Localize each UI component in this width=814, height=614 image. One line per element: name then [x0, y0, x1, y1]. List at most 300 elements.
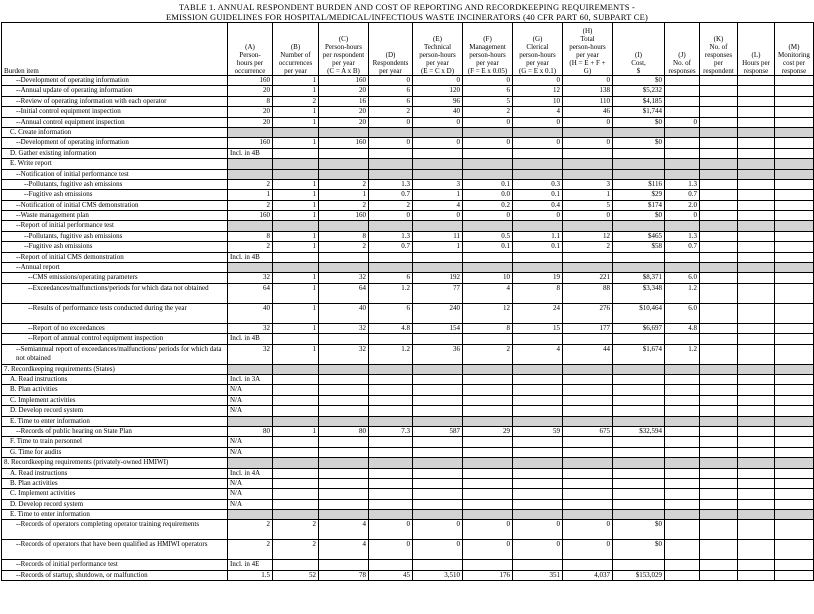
table-cell: 4 — [463, 283, 513, 303]
table-cell: 0 — [463, 540, 513, 560]
table-cell: $0 — [613, 138, 665, 148]
table-cell: 1 — [273, 426, 319, 436]
table-cell — [700, 478, 738, 488]
table-cell: 160 — [319, 138, 369, 148]
table-cell: 5 — [463, 96, 513, 106]
table-cell — [738, 263, 775, 273]
table-cell — [775, 468, 814, 478]
table-cell: 1.2 — [665, 283, 700, 303]
table-cell: 1 — [273, 138, 319, 148]
table-cell — [613, 458, 665, 468]
table-cell — [228, 416, 273, 426]
table-cell: 24 — [513, 303, 563, 323]
table-cell: 0.0 — [463, 190, 513, 200]
table-cell — [613, 416, 665, 426]
table-cell — [738, 138, 775, 148]
table-cell — [613, 127, 665, 137]
table-cell: 7.3 — [369, 426, 413, 436]
table-cell — [413, 159, 463, 169]
table-cell: 240 — [413, 303, 463, 323]
burden-item-label: E. Time to enter information — [2, 416, 228, 426]
table-cell: 0.7 — [665, 190, 700, 200]
table-cell: $174 — [613, 200, 665, 210]
table-cell — [738, 540, 775, 560]
burden-item-label: --Records of public hearing on State Plan — [2, 426, 228, 436]
table-row — [2, 263, 814, 273]
burden-item-label: --Initial control equipment inspection — [2, 107, 228, 117]
table-cell — [369, 437, 413, 447]
table-cell: 2.0 — [665, 200, 700, 210]
table-row — [2, 273, 814, 283]
table-cell — [738, 510, 775, 520]
table-cell: 0 — [413, 520, 463, 540]
table-cell — [665, 426, 700, 436]
table-cell — [665, 510, 700, 520]
table-cell — [563, 221, 613, 231]
table-cell — [775, 211, 814, 221]
burden-item-label: 7. Recordkeeping requirements (States) — [2, 364, 228, 374]
table-row — [2, 221, 814, 231]
table-cell — [665, 489, 700, 499]
table-cell — [613, 447, 665, 457]
burden-item-label: C. Create information — [2, 127, 228, 137]
table-cell: 2 — [273, 96, 319, 106]
table-cell — [700, 426, 738, 436]
table-cell — [369, 334, 413, 344]
table-cell: 44 — [563, 344, 613, 364]
burden-item-label: --Exceedances/malfunctions/periods for which data not obtained — [2, 283, 228, 303]
table-cell — [665, 560, 700, 570]
table-row — [2, 364, 814, 374]
table-cell: 0.1 — [513, 242, 563, 252]
table-cell: N/A — [228, 499, 273, 509]
table-cell: 3 — [413, 179, 463, 189]
table-cell: 12 — [563, 231, 613, 241]
table-cell — [513, 489, 563, 499]
table-cell — [273, 263, 319, 273]
table-cell — [700, 437, 738, 447]
table-cell — [665, 447, 700, 457]
table-cell — [775, 510, 814, 520]
table-cell — [700, 374, 738, 384]
table-body — [2, 76, 814, 581]
table-cell — [463, 416, 513, 426]
table-row — [2, 458, 814, 468]
table-row — [2, 374, 814, 384]
table-cell: 0 — [513, 117, 563, 127]
burden-item-label: --Development of operating information — [2, 76, 228, 86]
table-cell: 1 — [273, 231, 319, 241]
table-cell: 1 — [319, 190, 369, 200]
table-cell — [700, 96, 738, 106]
table-cell — [700, 540, 738, 560]
table-cell: 1 — [273, 117, 319, 127]
table-cell — [319, 560, 369, 570]
table-cell — [463, 221, 513, 231]
table-cell: 6 — [369, 86, 413, 96]
table-cell — [738, 179, 775, 189]
table-cell — [738, 374, 775, 384]
table-row — [2, 169, 814, 179]
table-cell — [319, 478, 369, 488]
table-cell — [775, 447, 814, 457]
table-cell: 6 — [463, 86, 513, 96]
table-cell — [319, 334, 369, 344]
table-cell: 154 — [413, 323, 463, 333]
table-cell: N/A — [228, 395, 273, 405]
table-cell — [319, 489, 369, 499]
table-cell: 32 — [228, 323, 273, 333]
table-cell: 6 — [369, 96, 413, 106]
table-cell: 4.8 — [665, 323, 700, 333]
table-cell — [700, 273, 738, 283]
burden-item-label: --Report of no exceedances — [2, 323, 228, 333]
table-cell — [700, 560, 738, 570]
table-cell: 0.4 — [513, 200, 563, 210]
table-cell — [700, 221, 738, 231]
table-cell — [738, 127, 775, 137]
table-cell — [273, 169, 319, 179]
table-cell — [319, 395, 369, 405]
table-cell — [273, 489, 319, 499]
table-cell — [775, 560, 814, 570]
table-cell — [738, 560, 775, 570]
table-cell — [700, 447, 738, 457]
table-cell: 221 — [563, 273, 613, 283]
table-cell — [613, 406, 665, 416]
table-cell — [413, 263, 463, 273]
table-cell — [700, 179, 738, 189]
table-cell: 10 — [463, 273, 513, 283]
table-cell — [513, 221, 563, 231]
table-cell — [319, 416, 369, 426]
table-cell — [228, 510, 273, 520]
table-row — [2, 200, 814, 210]
table-cell — [413, 395, 463, 405]
table-cell: 0 — [463, 211, 513, 221]
burden-item-label: --Report of initial CMS demonstration — [2, 252, 228, 262]
table-cell — [369, 374, 413, 384]
table-cell: 1 — [273, 242, 319, 252]
table-cell — [319, 169, 369, 179]
table-cell — [273, 510, 319, 520]
table-cell — [463, 263, 513, 273]
table-cell — [613, 478, 665, 488]
table-cell: 160 — [319, 76, 369, 86]
table-cell: 29 — [463, 426, 513, 436]
table-cell: 0 — [563, 76, 613, 86]
table-cell — [738, 520, 775, 540]
table-cell: 40 — [413, 107, 463, 117]
table-cell — [665, 416, 700, 426]
table-row — [2, 510, 814, 520]
table-cell: 19 — [513, 273, 563, 283]
table-row — [2, 159, 814, 169]
table-cell — [413, 437, 463, 447]
table-cell — [775, 179, 814, 189]
table-cell: 0 — [369, 211, 413, 221]
burden-item-label: C. Implement activities — [2, 395, 228, 405]
table-cell — [613, 169, 665, 179]
table-cell: 20 — [319, 86, 369, 96]
table-cell — [513, 169, 563, 179]
table-cell — [369, 169, 413, 179]
burden-item-label: --Waste management plan — [2, 211, 228, 221]
table-cell — [273, 499, 319, 509]
table-cell — [463, 148, 513, 158]
table-cell — [700, 303, 738, 323]
table-cell — [665, 221, 700, 231]
table-cell — [369, 127, 413, 137]
table-cell — [513, 148, 563, 158]
burden-item-label: --CMS emissions/operating parameters — [2, 273, 228, 283]
table-cell — [775, 273, 814, 283]
table-row — [2, 478, 814, 488]
table-cell — [775, 478, 814, 488]
table-cell — [513, 406, 563, 416]
table-cell — [413, 510, 463, 520]
table-cell — [738, 169, 775, 179]
table-cell: 0.5 — [463, 231, 513, 241]
table-cell — [273, 447, 319, 457]
table-cell: 8 — [513, 283, 563, 303]
table-cell — [775, 107, 814, 117]
table-cell — [413, 560, 463, 570]
table-cell — [775, 334, 814, 344]
table-cell: 0.3 — [513, 179, 563, 189]
table-cell — [463, 159, 513, 169]
table-cell — [738, 231, 775, 241]
table-cell — [775, 489, 814, 499]
table-cell — [700, 344, 738, 364]
table-cell — [563, 560, 613, 570]
table-cell — [563, 510, 613, 520]
table-cell — [665, 169, 700, 179]
table-row — [2, 96, 814, 106]
table-cell — [413, 334, 463, 344]
table-cell — [665, 540, 700, 560]
table-row — [2, 117, 814, 127]
table-cell — [513, 437, 563, 447]
column-header: (D) Respondents per year — [369, 23, 413, 76]
table-cell: 2 — [463, 344, 513, 364]
table-cell: 64 — [319, 283, 369, 303]
table-cell: 1 — [273, 283, 319, 303]
table-cell: 0 — [563, 540, 613, 560]
table-cell — [413, 499, 463, 509]
table-cell — [613, 468, 665, 478]
burden-item-label: --Records of initial performance test — [2, 560, 228, 570]
burden-item-label: --Notification of initial performance test — [2, 169, 228, 179]
table-cell: 8 — [228, 231, 273, 241]
table-cell — [613, 385, 665, 395]
table-cell: 0 — [665, 211, 700, 221]
burden-item-label: --Review of operating information with each operator — [2, 96, 228, 106]
table-cell — [273, 385, 319, 395]
column-header: (C) Person-hours per respondent per year (C = A x B) — [319, 23, 369, 76]
column-header: (J) No. of responses — [665, 23, 700, 76]
table-cell: 1 — [413, 242, 463, 252]
table-cell — [319, 127, 369, 137]
table-cell — [413, 468, 463, 478]
burden-item-label: --Fugitive ash emissions — [2, 190, 228, 200]
burden-item-label: --Results of performance tests conducted during the year — [2, 303, 228, 323]
table-cell — [700, 334, 738, 344]
column-header: (A) Person- hours per occurrence — [228, 23, 273, 76]
table-cell: 0.7 — [369, 190, 413, 200]
table-cell — [273, 374, 319, 384]
table-cell: $153,029 — [613, 570, 665, 580]
burden-table — [1, 22, 814, 581]
table-cell — [665, 406, 700, 416]
burden-item-label: A. Read instructions — [2, 374, 228, 384]
table-cell — [513, 374, 563, 384]
table-cell: 32 — [319, 273, 369, 283]
burden-item-label: --Pollutants, fugitive ash emissions — [2, 179, 228, 189]
table-cell — [319, 437, 369, 447]
table-cell — [775, 169, 814, 179]
table-cell: 1.2 — [369, 344, 413, 364]
table-cell: 2 — [228, 540, 273, 560]
table-cell — [775, 499, 814, 509]
table-cell — [463, 252, 513, 262]
table-cell — [513, 416, 563, 426]
table-cell: 0 — [513, 211, 563, 221]
table-cell: 32 — [228, 273, 273, 283]
table-cell — [273, 395, 319, 405]
table-cell — [665, 159, 700, 169]
burden-item-label: G. Time for audits — [2, 447, 228, 457]
table-cell — [273, 458, 319, 468]
table-cell: $5,232 — [613, 86, 665, 96]
table-row — [2, 303, 814, 323]
table-cell — [413, 364, 463, 374]
table-cell: 6 — [369, 273, 413, 283]
burden-item-label: A. Read instructions — [2, 468, 228, 478]
table-cell — [463, 478, 513, 488]
table-cell — [665, 468, 700, 478]
table-cell — [273, 416, 319, 426]
table-cell: 120 — [413, 86, 463, 96]
table-row — [2, 560, 814, 570]
table-cell: 8 — [228, 96, 273, 106]
table-cell — [775, 190, 814, 200]
table-cell: 1.3 — [665, 179, 700, 189]
table-cell — [369, 458, 413, 468]
table-cell — [613, 437, 665, 447]
table-cell — [665, 138, 700, 148]
table-cell — [513, 395, 563, 405]
table-row — [2, 520, 814, 540]
table-cell — [563, 478, 613, 488]
table-cell — [700, 323, 738, 333]
table-cell — [319, 364, 369, 374]
table-cell — [738, 76, 775, 86]
table-cell: 1 — [273, 303, 319, 323]
table-row — [2, 138, 814, 148]
table-cell: 20 — [228, 107, 273, 117]
table-row — [2, 323, 814, 333]
table-cell: 0 — [463, 138, 513, 148]
table-cell — [369, 416, 413, 426]
table-cell — [738, 96, 775, 106]
table-cell — [700, 468, 738, 478]
table-cell — [775, 406, 814, 416]
table-cell — [700, 148, 738, 158]
column-header: (I) Cost, $ — [613, 23, 665, 76]
table-cell — [665, 76, 700, 86]
table-cell: N/A — [228, 478, 273, 488]
table-cell — [513, 499, 563, 509]
table-cell: $29 — [613, 190, 665, 200]
table-cell — [563, 499, 613, 509]
table-cell — [700, 190, 738, 200]
table-cell: 64 — [228, 283, 273, 303]
table-cell — [273, 159, 319, 169]
table-cell — [413, 127, 463, 137]
table-cell — [738, 344, 775, 364]
table-cell: 0 — [413, 211, 463, 221]
table-cell: 1 — [273, 107, 319, 117]
table-cell — [700, 458, 738, 468]
table-cell — [665, 364, 700, 374]
table-row — [2, 190, 814, 200]
table-cell — [613, 560, 665, 570]
table-cell: 2 — [228, 200, 273, 210]
table-cell — [613, 510, 665, 520]
table-cell — [665, 148, 700, 158]
table-cell — [738, 426, 775, 436]
table-cell — [775, 283, 814, 303]
table-cell — [228, 221, 273, 231]
table-cell: Incl. in 4A — [228, 468, 273, 478]
header-row — [2, 23, 814, 76]
table-cell: 1.2 — [369, 283, 413, 303]
table-cell: 4 — [513, 107, 563, 117]
table-cell: 1 — [273, 190, 319, 200]
table-cell — [563, 489, 613, 499]
table-row — [2, 499, 814, 509]
table-cell: Incl. in 3A — [228, 374, 273, 384]
table-cell — [665, 478, 700, 488]
table-cell: 32 — [319, 344, 369, 364]
table-cell: $0 — [613, 211, 665, 221]
table-cell — [463, 395, 513, 405]
table-cell: 0.1 — [513, 190, 563, 200]
table-cell: 4 — [319, 540, 369, 560]
table-cell — [369, 560, 413, 570]
table-cell — [700, 416, 738, 426]
table-cell: N/A — [228, 406, 273, 416]
table-cell — [413, 385, 463, 395]
column-header: (E) Technical person-hours per year (E = C x D) — [413, 23, 463, 76]
table-cell — [463, 489, 513, 499]
table-cell: $6,697 — [613, 323, 665, 333]
table-cell — [513, 385, 563, 395]
table-cell — [413, 416, 463, 426]
table-cell — [319, 221, 369, 231]
table-cell — [563, 148, 613, 158]
table-cell: 20 — [228, 117, 273, 127]
table-cell — [563, 406, 613, 416]
table-cell — [738, 148, 775, 158]
table-cell — [319, 159, 369, 169]
table-cell — [738, 283, 775, 303]
table-cell — [563, 334, 613, 344]
table-cell — [775, 242, 814, 252]
table-cell: 110 — [563, 96, 613, 106]
burden-item-label: 8. Recordkeeping requirements (privately-owned HMIWI) — [2, 458, 228, 468]
